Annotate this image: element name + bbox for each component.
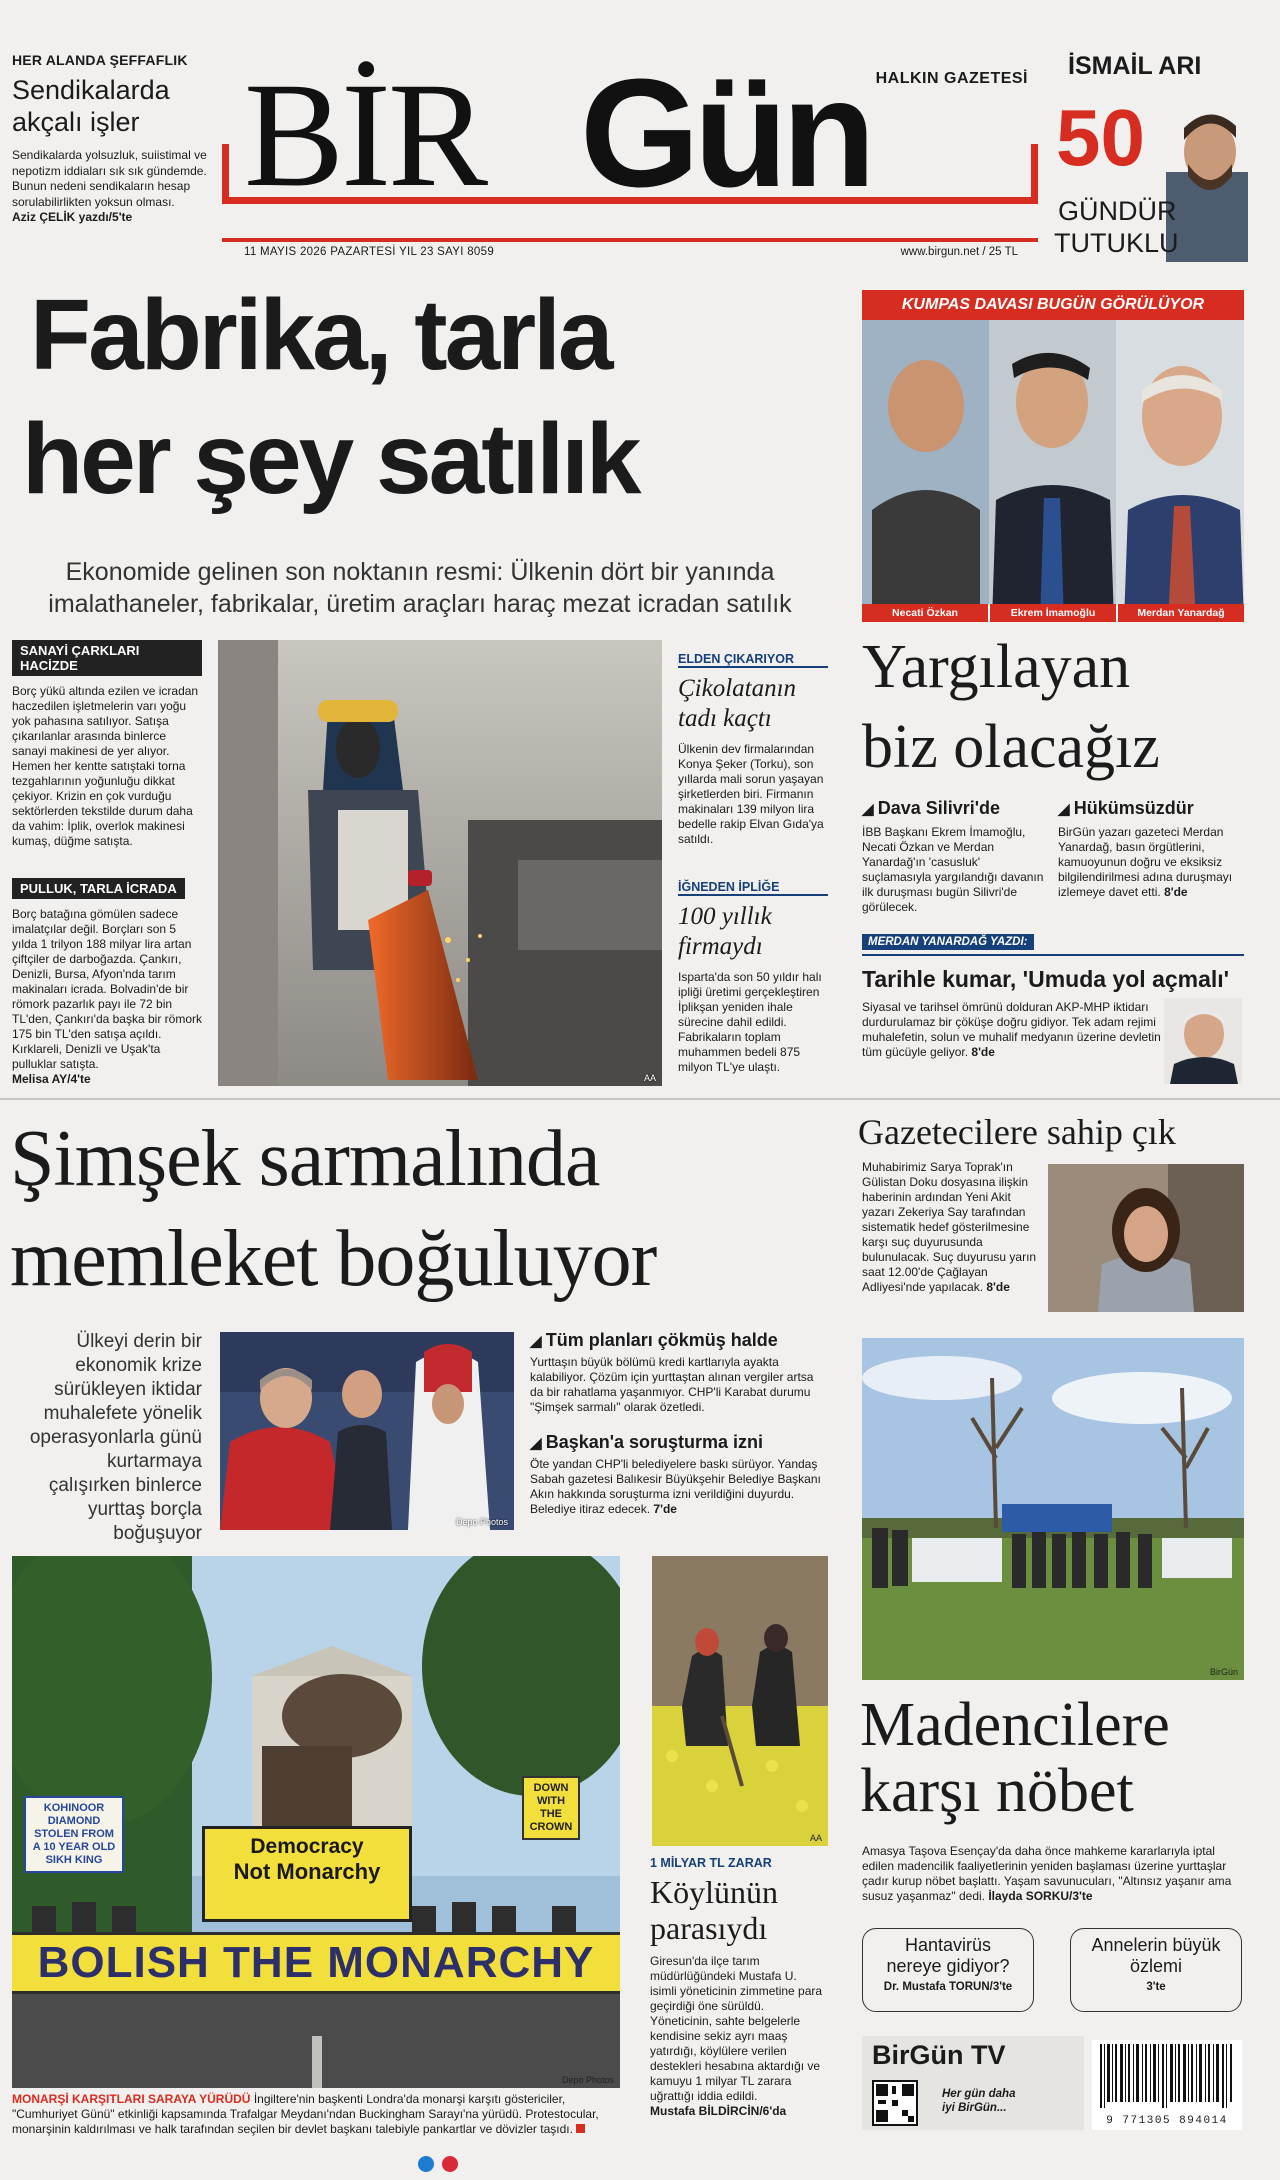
- box-anneler[interactable]: [1070, 1928, 1242, 2012]
- corner-story[interactable]: [12, 52, 208, 224]
- simsek-sub2-text: Öte yandan CHP'li belediyelere baskı sürüyor. Yandaş Sabah gazetesi Balıkesir Büyükşehir Belediye Başkanı Akın hakkında soruşturma izni verildiğini duyurdu. Belediye itiraz edecek.: [530, 1457, 821, 1516]
- yanardag-portrait: [1164, 998, 1242, 1084]
- kumpas-sub2-head: ◢ Hükümsüzdür: [1058, 798, 1244, 819]
- koylu-kicker: 1 MİLYAR TL ZARAR: [650, 1856, 772, 1870]
- koylu-photo[interactable]: [652, 1556, 828, 1846]
- monarchy-photo-credit: Depo Photos: [561, 2075, 614, 2085]
- kumpas-sub1-body: İBB Başkanı Ekrem İmamoğlu, Necati Özkan ve Merdan Yanardağ'ın 'casusluk' suçlamasıyla yargılandığı davanın ilk duruşması bugün Silivri'de görülecek.: [862, 825, 1044, 914]
- maden-photo[interactable]: [862, 1338, 1244, 1680]
- simsek-sub2-head: ◢ Başkan'a soruşturma izni: [530, 1432, 830, 1453]
- officials-photo-icon: [220, 1332, 514, 1530]
- lead-sec1-label: SANAYİ ÇARKLARI HACİZDE: [12, 640, 202, 676]
- worker-photo-icon: [218, 640, 662, 1086]
- section-divider: [0, 1098, 1280, 1100]
- monarchy-caption-text: İngiltere'nin başkenti Londra'da monarşi karşıtı göstericiler, "Cumhuriyet Günü" etkinliği kapsamında Trafalgar Meydanı'ndan Buckingham Sarayı'na yürüdü. Protestocular, monarşinin kaldırılması ve halk tarafından seçilen bir devlet başkanı talebiyle pankartlar ve dövizler taşıdı.: [12, 2092, 599, 2136]
- masthead: [222, 47, 1038, 264]
- monarchy-small-sign-b: DOWN WITH THE CROWN: [522, 1776, 580, 1840]
- kumpas-sub1: [862, 798, 1048, 915]
- gazeteci-ref: 8'de: [986, 1280, 1010, 1294]
- yanardag-portrait-icon: [1164, 998, 1242, 1084]
- protest-field-photo-icon: [862, 1338, 1244, 1680]
- monarchy-caption-kicker: MONARŞİ KARŞITLARI SARAYA YÜRÜDÜ: [12, 2092, 251, 2106]
- kumpas-name-3: Merdan Yanardağ: [1118, 604, 1244, 622]
- side-story-1[interactable]: [678, 652, 828, 847]
- maden-body-wrap: [862, 1844, 1244, 1904]
- journalist-portrait-icon: [1048, 1164, 1244, 1312]
- kumpas-sub1-head: ◢ Dava Silivri'de: [862, 798, 1048, 819]
- maden-body: [862, 1844, 1244, 1904]
- kumpas-sub2: [1058, 798, 1244, 900]
- maden-body-text: Amasya Taşova Esençay'da daha önce mahkeme kararlarıyla iptal edilen madencilik faaliyetlerinin yeniden başlaması üzerine yurttaşlar çadır kurup nöbet başlattı. Yaşam savunucuları, "Altınsız yaşanır ama susuz yaşanmaz" dedi.: [862, 1844, 1232, 1903]
- monarchy-photo[interactable]: [12, 1556, 620, 2088]
- red-square-icon: [576, 2124, 585, 2133]
- monarchy-sign-2: Not Monarchy: [233, 1859, 381, 1884]
- kumpas-banner: KUMPAS DAVASI BUGÜN GÖRÜLÜYOR: [862, 290, 1244, 320]
- corner-byline: Aziz ÇELİK yazdı/5'te: [12, 210, 133, 224]
- koylu-photo-credit: AA: [809, 1833, 822, 1843]
- side-story-2[interactable]: [678, 880, 828, 1075]
- side2-headline: 100 yıllık firmaydı: [678, 903, 772, 960]
- koylu-body: Giresun'da ilçe tarım müdürlüğündeki Mustafa U. isimli yöneticinin zimmetine para geçirdiği öne sürüldü. Yöneticinin, sahte belgelerle kendisine sekiz ayrı maaş yatırdığı, köylülere verilen destekleri hesabına aktardığı ve kamuyu 1 milyar TL zarara uğrattığı iddia edildi.: [650, 1954, 823, 2103]
- corner-body: Sendikalarda yolsuzluk, suiistimal ve nepotizm iddiaları sık sık gündemde. Bunun nedeni sendikaların hesap sorulabilirlikten yoksun olması.: [12, 148, 207, 209]
- yanardag-body-wrap: [862, 1000, 1162, 1060]
- side1-headline: Çikolatanın tadı kaçtı: [678, 675, 797, 732]
- masthead-dateline: 11 MAYIS 2026 PAZARTESİ YIL 23 SAYI 8059: [244, 246, 495, 258]
- simsek-sub1: [530, 1330, 830, 1415]
- monarchy-small-sign-a: KOHINOOR DIAMOND STOLEN FROM A 10 YEAR OLD SIKH KING: [24, 1796, 124, 1873]
- box-hantavirus-by: Dr. Mustafa TORUN/3'te: [883, 1981, 1013, 1993]
- simsek-sub2-ref: 7'de: [653, 1502, 677, 1516]
- gazeteci-body-wrap: [862, 1160, 1042, 1295]
- lead-sec1-body: Borç yükü altında ezilen ve icradan haczedilen işletmelerin varı yoğu yok pahasına satılıyor. Satışa çıkarılanlar arasında binlerce sanayi makinesi de yer alıyor. Hemen her kentte satıştaki torna tezgahlarının yoğunluğu dikkat çekiyor. Krizin en çok vurduğu sektörlerden tekstilde durum daha da vahim: İplik, overlok makinesi kumaş, düğme satışta.: [12, 684, 199, 848]
- monarchy-banner: BOLISH THE MONARCHY: [12, 1932, 620, 1994]
- monarchy-sign-main: [202, 1826, 412, 1922]
- gazeteci-body-text: Muhabirimiz Sarya Toprak'ın Gülistan Doku dosyasına ilişkin haberinin ardından Yeni Akit yazarı Zekeriya Say tarafından sistematik hedef gösterilmesine karşı suç duyurusunda bulunulacak. Suç duyurusu yarın saat 12.00'de Çağlayan Adliyesi'nde yapılacak.: [862, 1160, 1037, 1294]
- lead-sec1: [12, 640, 202, 849]
- box-hantavirus[interactable]: [862, 1928, 1034, 2012]
- ismail-line1: GÜNDÜR: [1058, 196, 1177, 226]
- three-portraits-icon: [862, 320, 1244, 622]
- kumpas-headline-1[interactable]: Yargılayan: [862, 633, 1131, 701]
- kumpas-sub2-ref: 8'de: [1164, 885, 1188, 899]
- yanardag-headline[interactable]: Tarihle kumar, 'Umuda yol açmalı': [862, 966, 1230, 992]
- maden-byline: İlayda SORKU/3'te: [988, 1889, 1093, 1903]
- lead-sec2-label: PULLUK, TARLA İCRADA: [12, 878, 185, 899]
- registration-dots: [412, 2154, 472, 2174]
- lead-photo[interactable]: [218, 640, 662, 1086]
- qr-pattern-icon: [874, 2082, 916, 2124]
- lead-deck: Ekonomide gelinen son noktanın resmi: Ülkenin dört bir yanında imalathaneler, fabrikalar, üretim araçları haraç mezat icradan satılık: [48, 558, 792, 618]
- simsek-deck: Ülkeyi derin bir ekonomik krize sürükleyen iktidar muhalefete yönelik operasyonlarla günü kurtarmaya çalışırken binlerce yurttaş borçla boğuşuyor: [29, 1331, 202, 1544]
- simsek-headline-2[interactable]: memleket boğuluyor: [10, 1215, 657, 1303]
- monarchy-sign-1: Democracy: [250, 1835, 364, 1858]
- qr-code-icon[interactable]: [872, 2080, 918, 2126]
- simsek-sub2: [530, 1432, 830, 1517]
- simsek-sub1-body: Yurttaşın büyük bölümü kredi kartlarıyla ayakta kalabiliyor. Çözüm için yurttaştan alınan vergiler artsa da bir rahatlama yaşanmıyor. CHP'li Karabat durumu "Şimşek sarmalı" olarak özetledi.: [530, 1355, 814, 1414]
- lead-sec2-body: Borç batağına gömülen sadece imalatçılar değil. Borçları son 5 yılda 1 trilyon 188 milyar lira artan çiftçiler de darboğazda. Çankırı, Denizli, Bursa, Afyon'nda tarım makinaları icrada. Bolvadin'de bir römork pazarlık payı ile 72 bin TL'den, Çankırı'da başka bir römork 175 bin TL'den satışa açıldı. Kırklareli, Denizli ve Uşak'ta pulluklar satışta.: [12, 907, 202, 1071]
- tv-line1: Her gün daha: [942, 2088, 1016, 2100]
- tv-line2: iyi BirGün...: [942, 2102, 1007, 2114]
- simsek-sub2-body: [530, 1457, 830, 1517]
- kumpas-photo[interactable]: [862, 320, 1244, 622]
- kumpas-caption-row: [862, 604, 1244, 622]
- kumpas-name-2: Ekrem İmamoğlu: [990, 604, 1118, 622]
- masthead-tagline: HALKIN GAZETESİ: [875, 70, 1028, 87]
- logo-bir: BİR: [244, 52, 486, 218]
- koylu-story[interactable]: [650, 1856, 826, 2118]
- koylu-headline: Köylünün parasıydı: [650, 1874, 778, 1946]
- simsek-photo[interactable]: [220, 1332, 514, 1530]
- lead-headline-1[interactable]: Fabrika, tarla: [30, 279, 611, 391]
- lead-sec2: [12, 878, 202, 1086]
- ismail-name: İSMAİL ARI: [1068, 52, 1202, 80]
- side1-kicker: ELDEN ÇIKARIYOR: [678, 652, 828, 668]
- box-hantavirus-head: Hantavirüs nereye gidiyor?: [886, 1935, 1010, 1976]
- simsek-photo-credit: Depo Photos: [455, 1517, 508, 1527]
- kumpas-headline-2[interactable]: biz olacağız: [862, 713, 1160, 781]
- farmers-field-photo-icon: [652, 1556, 828, 1846]
- box-anneler-head: Annelerin büyük özlemi: [1091, 1935, 1221, 1976]
- gazeteci-headline[interactable]: Gazetecilere sahip çık: [858, 1112, 1176, 1152]
- koylu-byline: Mustafa BİLDİRCİN/6'da: [650, 2104, 787, 2118]
- birgun-tv[interactable]: [862, 2036, 1084, 2130]
- maden-photo-credit: BirGün: [1209, 1667, 1238, 1677]
- yanardag-body-text: Siyasal ve tarihsel ömrünü dolduran AKP-MHP iktidarı durdurulamaz bir çöküşe doğru gidiyor. Tek adam rejimi muhalefetin, solun ve muhalif medyanın üzerine devletin tüm gücüyle geliyor.: [862, 1000, 1161, 1059]
- box-anneler-by: 3'te: [1146, 1981, 1166, 1993]
- side2-body: Isparta'da son 50 yıldır halı ipliği üretimi gerçekleştiren İplikşan yeniden ihale sürecine dahil edildi. Fabrikaların toplam muhammen bedeli 875 milyon TL'ye ulaştı.: [678, 970, 822, 1074]
- lead-sec2-byline: Melisa AY/4'te: [12, 1072, 91, 1086]
- lead-headline-2[interactable]: her şey satılık: [22, 403, 639, 515]
- simsek-sub1-head: ◢ Tüm planları çökmüş halde: [530, 1330, 830, 1351]
- simsek-headline-1[interactable]: Şimşek sarmalında: [10, 1115, 600, 1203]
- yanardag-kicker: MERDAN YANARDAĞ YAZDI:: [862, 934, 1034, 950]
- logo-gun: Gün: [580, 47, 870, 219]
- yanardag-rule: [862, 954, 1244, 956]
- gazeteci-body: [862, 1160, 1042, 1295]
- gazeteci-photo[interactable]: [1048, 1164, 1244, 1312]
- masthead-dateline-bar: [222, 238, 1038, 242]
- side2-kicker: İĞNEDEN İPLİĞE: [678, 880, 828, 896]
- lead-photo-credit: AA: [643, 1073, 656, 1083]
- corner-kicker: HER ALANDA ŞEFFAFLIK: [12, 52, 188, 68]
- masthead-web: www.birgun.net / 25 TL: [900, 246, 1018, 258]
- barcode: [1092, 2040, 1242, 2130]
- corner-headline: Sendikalarda akçalı işler: [12, 75, 170, 137]
- ismail-line2: TUTUKLU: [1054, 228, 1179, 258]
- side1-body: Ülkenin dev firmalarından Konya Şeker (Torku), son yıllarda mali sorun yaşayan şirketlerden biri. Firmanın makinaları 139 milyon lira bedelle rakip Elvan Gıda'ya satıldı.: [678, 742, 824, 846]
- yanardag-ref: 8'de: [971, 1045, 995, 1059]
- blue-dot-icon: [418, 2156, 434, 2172]
- ismail-box[interactable]: [1048, 52, 1248, 266]
- kumpas-sub2-body: [1058, 825, 1244, 900]
- red-dot-icon: [442, 2156, 458, 2172]
- maden-headline-1[interactable]: Madencilere: [860, 1691, 1170, 1759]
- maden-headline-2[interactable]: karşı nöbet: [860, 1757, 1134, 1825]
- monarchy-caption: [12, 2092, 620, 2137]
- ismail-days: 50: [1056, 93, 1145, 182]
- monarchy-caption-wrap: [12, 2092, 620, 2137]
- barcode-icon: [1096, 2044, 1238, 2108]
- tv-title: BirGün TV: [872, 2040, 1006, 2070]
- barcode-number: 9 771305 894014: [1106, 2115, 1228, 2127]
- kumpas-name-1: Necati Özkan: [862, 604, 990, 622]
- yanardag-body: [862, 1000, 1162, 1060]
- kumpas-sub2-text: BirGün yazarı gazeteci Merdan Yanardağ, basın örgütlerini, kamuoyunun doğru ve eksiksiz bilgilendirilmesi adına duruşmayı izlemeye davet etti.: [1058, 825, 1233, 899]
